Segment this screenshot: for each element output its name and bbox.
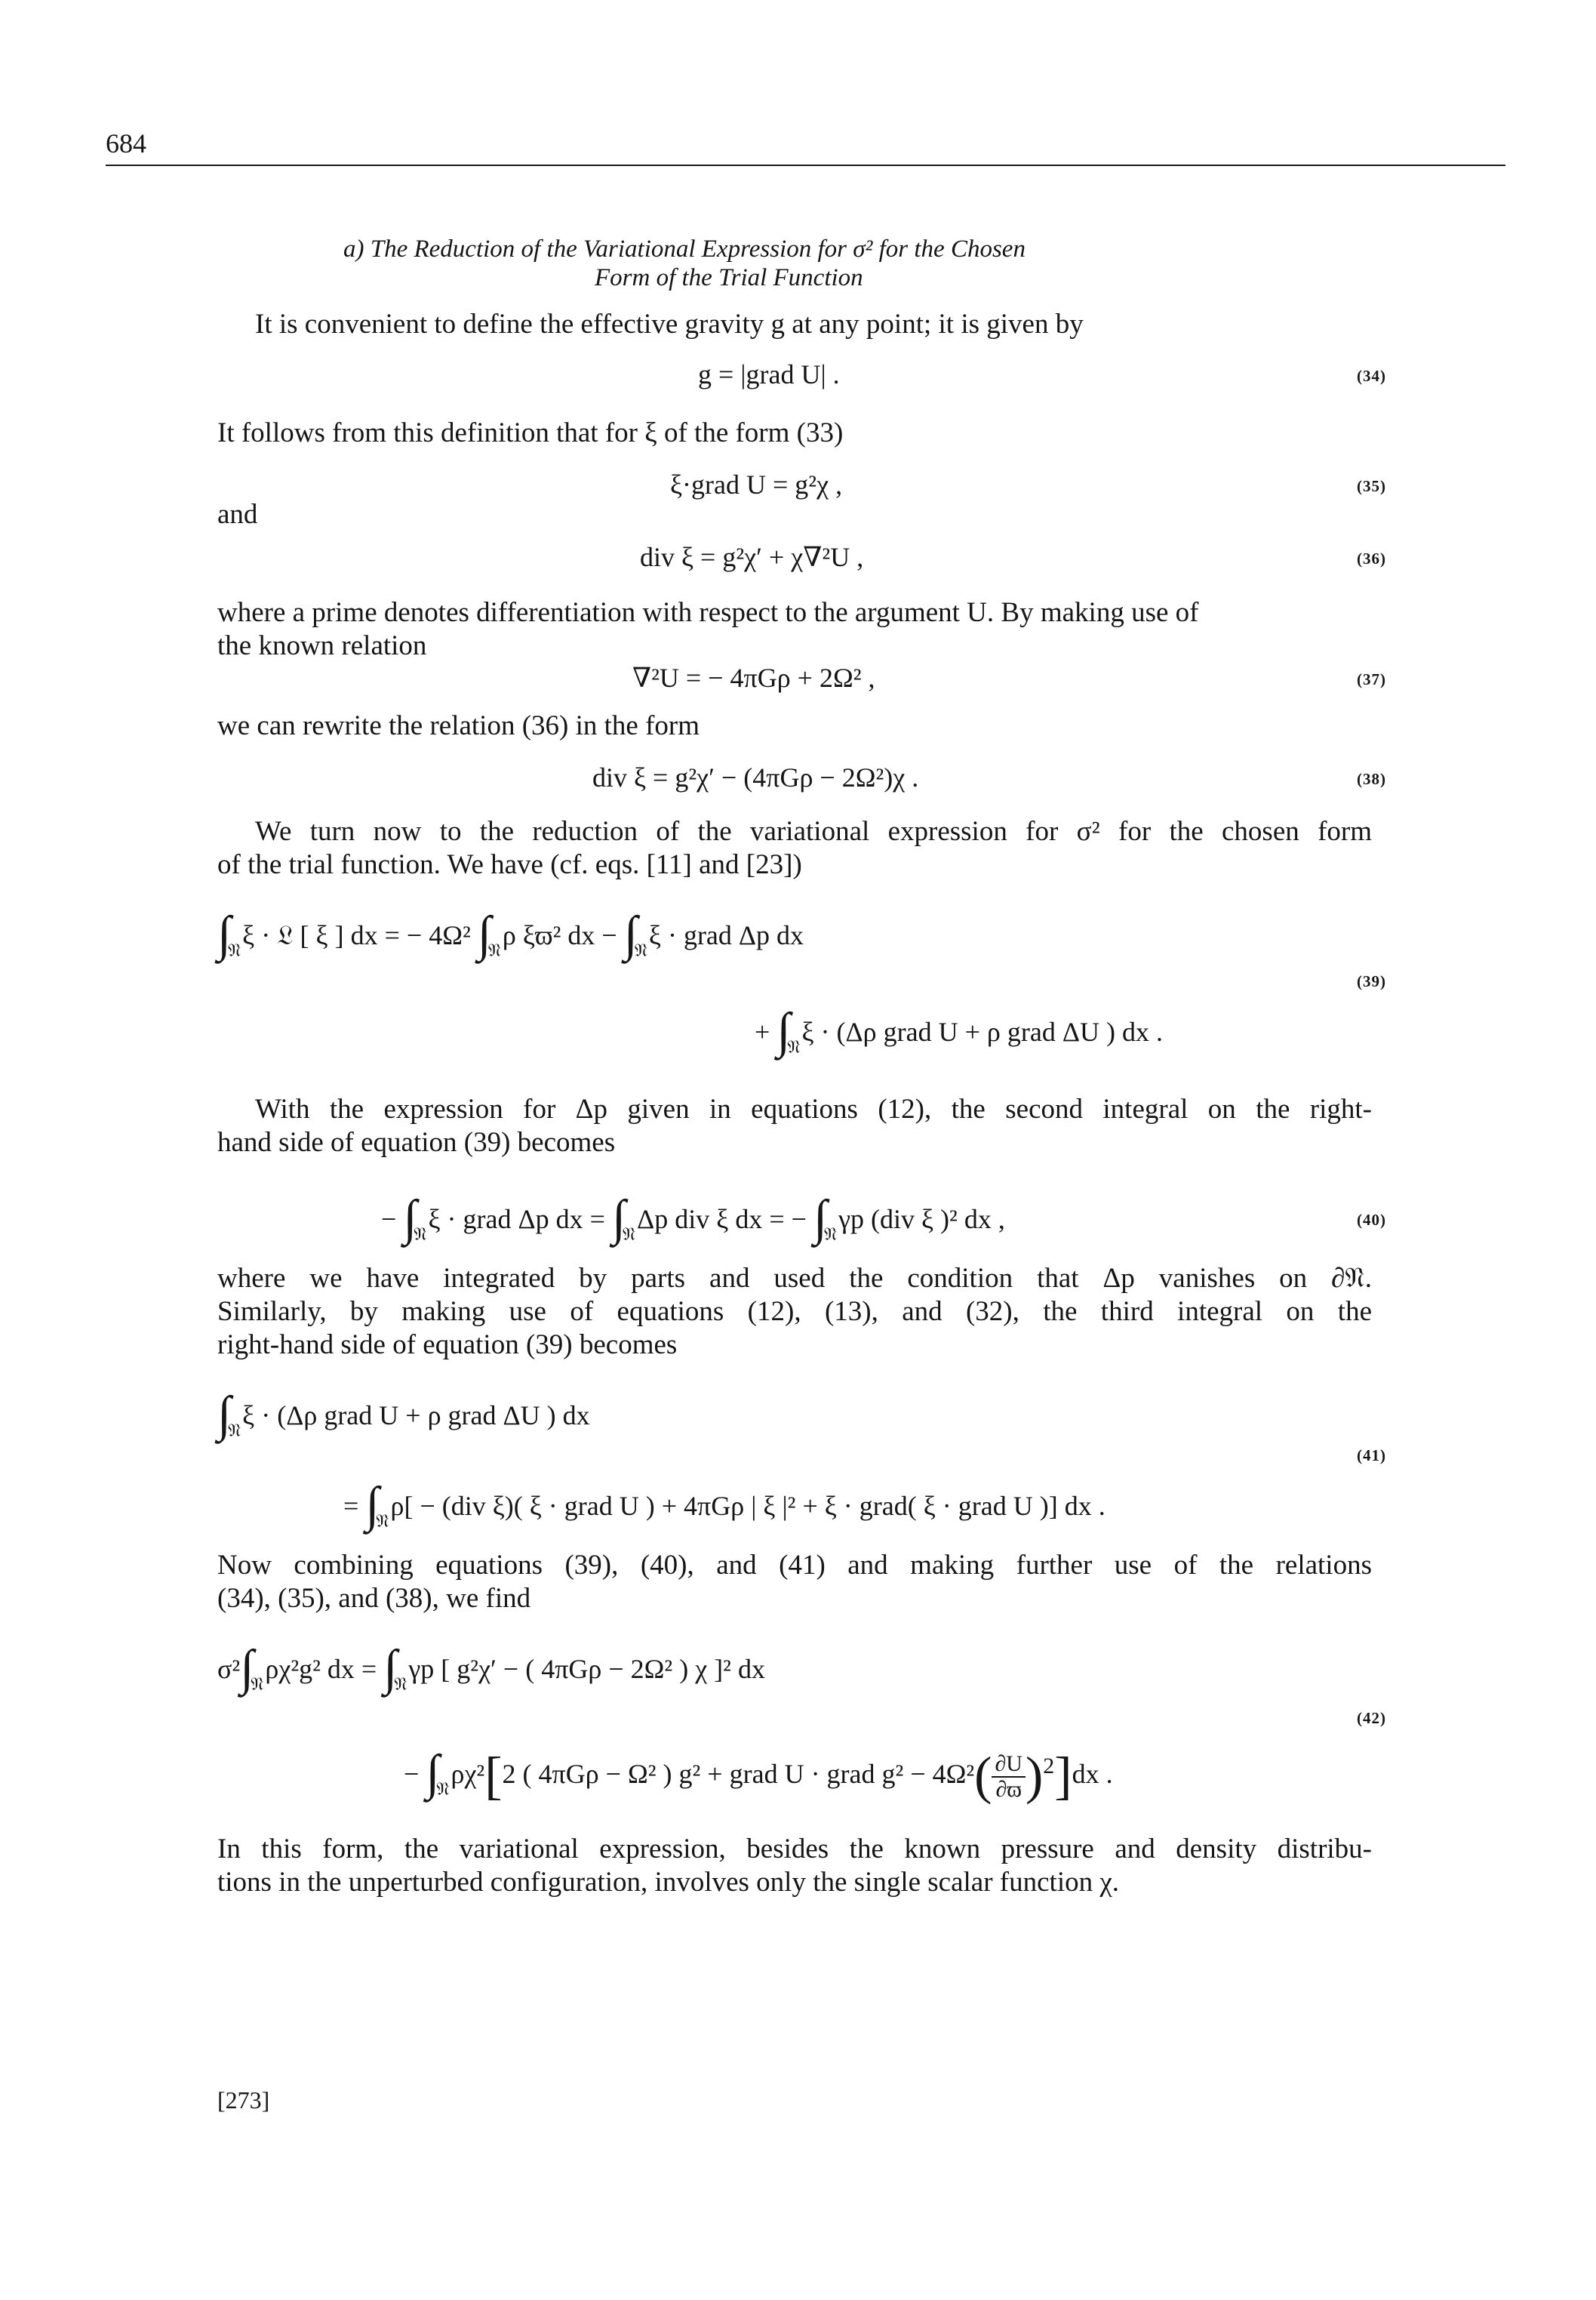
equation-42-line1 — [217, 1640, 765, 1695]
equation-37: ∇²U = − 4πGρ + 2Ω² , — [632, 663, 875, 693]
eq39-term-a: ξ · 𝔏 [ ξ ] dx = − 4Ω² — [242, 920, 471, 950]
equation-number-41: (41) — [1357, 1446, 1386, 1464]
integral-sign: ∫ — [623, 907, 638, 962]
eq40-term-b: ξ · grad Δp dx = — [428, 1204, 605, 1234]
equation-number-38: (38) — [1357, 770, 1386, 788]
integral-sign: ∫ — [611, 1190, 626, 1245]
equation-number-35: (35) — [1357, 477, 1386, 495]
eq39-term-c: ξ · grad Δp dx — [648, 920, 804, 950]
equation-34: g = |grad U| . — [698, 359, 840, 389]
domain-symbol: 𝔑 — [394, 1675, 407, 1695]
integral-sign: ∫ — [365, 1477, 380, 1532]
section-heading-line1: a) The Reduction of the Variational Expression for σ² for the Chosen — [343, 236, 1026, 263]
paragraph-3-line1-text: where a prime denotes differentiation with respect to the argument U. By making use of — [217, 597, 1199, 628]
integral-sign: ∫ — [383, 1640, 398, 1695]
eq41-term-a: ξ · (Δρ grad U + ρ grad ΔU ) dx — [242, 1400, 590, 1430]
equation-40 — [381, 1190, 1005, 1245]
integral-sign: ∫ — [813, 1190, 828, 1245]
equation-number-42: (42) — [1357, 1709, 1386, 1727]
equation-number-40: (40) — [1357, 1211, 1386, 1229]
fraction-numerator: ∂U — [992, 1752, 1026, 1778]
equation-42-line2 — [404, 1736, 1113, 1808]
eq42-term-c: 2 ( 4πGρ − Ω² ) g² + grad U · grad g² − 4Ω² — [502, 1759, 975, 1789]
eq42-term-c: γp [ g²χ′ − ( 4πGρ − 2Ω² ) χ ]² dx — [408, 1654, 765, 1684]
paragraph-3-line1 — [217, 596, 1372, 630]
paragraph-6-line1: With the expression for Δp given in equations (12), the second integral on the right- — [255, 1094, 1372, 1125]
footer-page-marker: [273] — [217, 2086, 270, 2114]
eq41-term-b: ρ[ − (div ξ)( ξ · grad U ) + 4πGρ | ξ |² + ξ · grad( ξ · grad U )] dx . — [390, 1491, 1106, 1521]
partial-fraction — [992, 1752, 1026, 1802]
equation-number-34: (34) — [1357, 367, 1386, 385]
section-heading-line2: Form of the Trial Function — [595, 264, 863, 291]
paragraph-4: we can rewrite the relation (36) in the form — [217, 710, 700, 741]
integral-sign: ∫ — [217, 1387, 232, 1442]
equation-39-line2 — [755, 1003, 1163, 1058]
domain-symbol: 𝔑 — [623, 1225, 636, 1245]
equation-number-39: (39) — [1357, 972, 1386, 990]
integral-sign: ∫ — [217, 907, 232, 962]
equation-38: div ξ = g²χ′ − (4πGρ − 2Ω²)χ . — [592, 762, 919, 793]
eq42-sigma: σ² — [217, 1654, 241, 1684]
domain-symbol: 𝔑 — [634, 941, 647, 961]
domain-symbol: 𝔑 — [228, 941, 241, 961]
header-rule — [106, 165, 1505, 166]
paragraph-7-line1: where we have integrated by parts and used the condition that Δp vanishes on ∂𝔑. — [217, 1263, 1372, 1294]
eq40-term-d: γp (div ξ )² dx , — [838, 1204, 1005, 1234]
domain-symbol: 𝔑 — [228, 1421, 241, 1441]
paragraph-5-line2: of the trial function. We have (cf. eqs. [11] and [23]) — [217, 849, 802, 880]
superscript-two: 2 — [1043, 1753, 1055, 1778]
paragraph-6-line2: hand side of equation (39) becomes — [217, 1127, 616, 1158]
paragraph-9-line1: In this form, the variational expression, besides the known pressure and density distribu- — [217, 1834, 1372, 1864]
right-paren: ) — [1025, 1747, 1044, 1806]
eq42-term-d: dx . — [1072, 1759, 1113, 1789]
domain-symbol: 𝔑 — [414, 1225, 427, 1245]
integral-sign: ∫ — [240, 1640, 254, 1695]
domain-symbol: 𝔑 — [251, 1675, 264, 1695]
paragraph-7-line2: Similarly, by making use of equations (12), (13), and (32), the third integral on the — [217, 1296, 1372, 1327]
eq42-term-b: ρχ² — [451, 1759, 485, 1789]
eq39-plus: + — [755, 1017, 770, 1047]
paragraph-8-line1: Now combining equations (39), (40), and (41) and making further use of the relations — [217, 1550, 1372, 1581]
equation-35: ξ·grad U = g²χ , — [670, 470, 843, 500]
eq39-term-b: ρ ξϖ² dx − — [502, 920, 617, 950]
paragraph-9-line2: tions in the unperturbed configuration, involves only the single scalar function χ. — [217, 1867, 1120, 1898]
equation-39-line1 — [217, 907, 804, 962]
left-bracket: [ — [484, 1747, 503, 1806]
left-paren: ( — [974, 1747, 992, 1806]
equation-number-36: (36) — [1357, 550, 1386, 568]
integral-sign: ∫ — [403, 1190, 417, 1245]
equation-41-line1 — [217, 1387, 590, 1442]
domain-symbol: 𝔑 — [787, 1038, 801, 1058]
equation-41-line2 — [343, 1477, 1106, 1532]
paragraph-2: It follows from this definition that for ξ of the form (33) — [217, 417, 844, 448]
domain-symbol: 𝔑 — [487, 941, 501, 961]
domain-symbol: 𝔑 — [436, 1780, 450, 1800]
eq39-term-d: ξ · (Δρ grad U + ρ grad ΔU ) dx . — [801, 1017, 1163, 1047]
eq42-term-b: ρχ²g² dx = — [265, 1654, 377, 1684]
paragraph-1: It is convenient to define the effective gravity g at any point; it is given by — [255, 309, 1084, 340]
equation-number-37: (37) — [1357, 670, 1386, 688]
eq41-equals: = — [343, 1491, 359, 1521]
eq40-term-c: Δp div ξ dx = − — [637, 1204, 807, 1234]
domain-symbol: 𝔑 — [824, 1225, 838, 1245]
right-bracket: ] — [1054, 1747, 1072, 1806]
integral-sign: ∫ — [426, 1745, 440, 1800]
fraction-denominator: ∂ϖ — [995, 1776, 1022, 1802]
and-word: and — [217, 499, 258, 530]
integral-sign: ∫ — [477, 907, 491, 962]
equation-36: div ξ = g²χ′ + χ∇²U , — [640, 542, 864, 572]
integral-sign: ∫ — [776, 1003, 791, 1058]
page-number: 684 — [106, 128, 146, 159]
domain-symbol: 𝔑 — [376, 1512, 389, 1532]
paragraph-5-line1: We turn now to the reduction of the variational expression for σ² for the chosen form — [255, 816, 1372, 847]
paragraph-3-line2: the known relation — [217, 630, 427, 661]
paragraph-8-line2: (34), (35), and (38), we find — [217, 1583, 531, 1614]
paragraph-7-line3: right-hand side of equation (39) becomes — [217, 1329, 678, 1360]
eq42-minus: − — [404, 1759, 420, 1789]
eq40-minus: − — [381, 1204, 397, 1234]
